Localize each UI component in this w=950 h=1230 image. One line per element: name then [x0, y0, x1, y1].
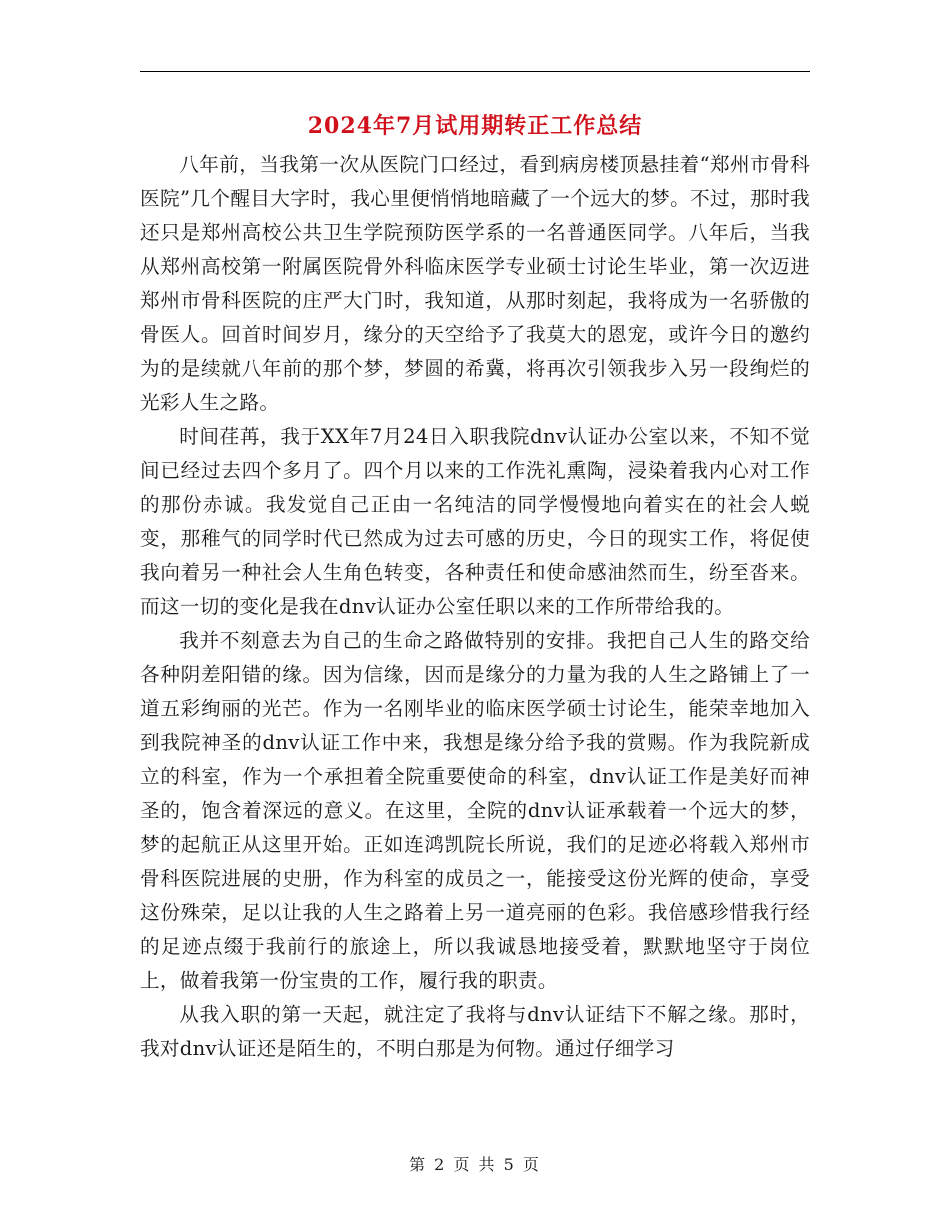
document-title: 2024年7月试用期转正工作总结 — [307, 113, 643, 139]
paragraph: 从我入职的第一天起，就注定了我将与dnv认证结下不解之缘。那时，我对dnv认证还是陌生的，不明白那是为何物。通过仔细学习 — [140, 1003, 810, 1060]
page-number: 第 2 页 共 5 页 — [409, 1155, 541, 1174]
header-rule — [140, 71, 810, 72]
paragraph: 八年前，当我第一次从医院门口经过，看到病房楼顶悬挂着“郑州市骨科医院”几个醒目大字时，我心里便悄悄地暗藏了一个远大的梦。不过，那时我还只是郑州高校公共卫生学院预防医学系的一名普通医同学。八年后，当我从郑州高校第一附属医院骨外科临床医学专业硕士讨论生毕业，第一次迈进郑州市骨科医院的庄严大门时，我知道，从那时刻起，我将成为一名骄傲的骨医人。回首时间岁月，缘分的天空给予了我莫大的恩宠，或许今日的邀约为的是续就八年前的那个梦，梦圆的希冀，将再次引领我步入另一段绚烂的光彩人生之路。 — [140, 153, 810, 414]
paragraph: 我并不刻意去为自己的生命之路做特别的安排。我把自己人生的路交给各种阴差阳错的缘。因为信缘，因而是缘分的力量为我的人生之路铺上了一道五彩绚丽的光芒。作为一名刚毕业的临床医学硕士讨论生，能荣幸地加入到我院神圣的dnv认证工作中来，我想是缘分给予我的赏赐。作为我院新成立的科室，作为一个承担着全院重要使命的科室，dnv认证工作是美好而神圣的，饱含着深远的意义。在这里，全院的dnv认证承载着一个远大的梦，梦的起航正从这里开始。正如连鸿凯院长所说，我们的足迹必将载入郑州市骨科医院进展的史册，作为科室的成员之一，能接受这份光辉的使命，享受这份殊荣，足以让我的人生之路着上另一道亮丽的色彩。我倍感珍惜我行经的足迹点缀于我前行的旅途上，所以我诚恳地接受着，默默地坚守于岗位上，做着我第一份宝贵的工作，履行我的职责。 — [140, 629, 810, 992]
paragraph: 时间荏苒，我于XX年7月24日入职我院dnv认证办公室以来，不知不觉间已经过去四个多月了。四个月以来的工作洗礼熏陶，浸染着我内心对工作的那份赤诚。我发觉自己正由一名纯洁的同学慢慢地向着实在的社会人蜕变，那稚气的同学时代已然成为过去可感的历史，今日的现实工作，将促使我向着另一种社会人生角色转变，各种责任和使命感油然而生，纷至沓来。而这一切的变化是我在dnv认证办公室任职以来的工作所带给我的。 — [140, 425, 810, 618]
document-body — [140, 148, 810, 1066]
